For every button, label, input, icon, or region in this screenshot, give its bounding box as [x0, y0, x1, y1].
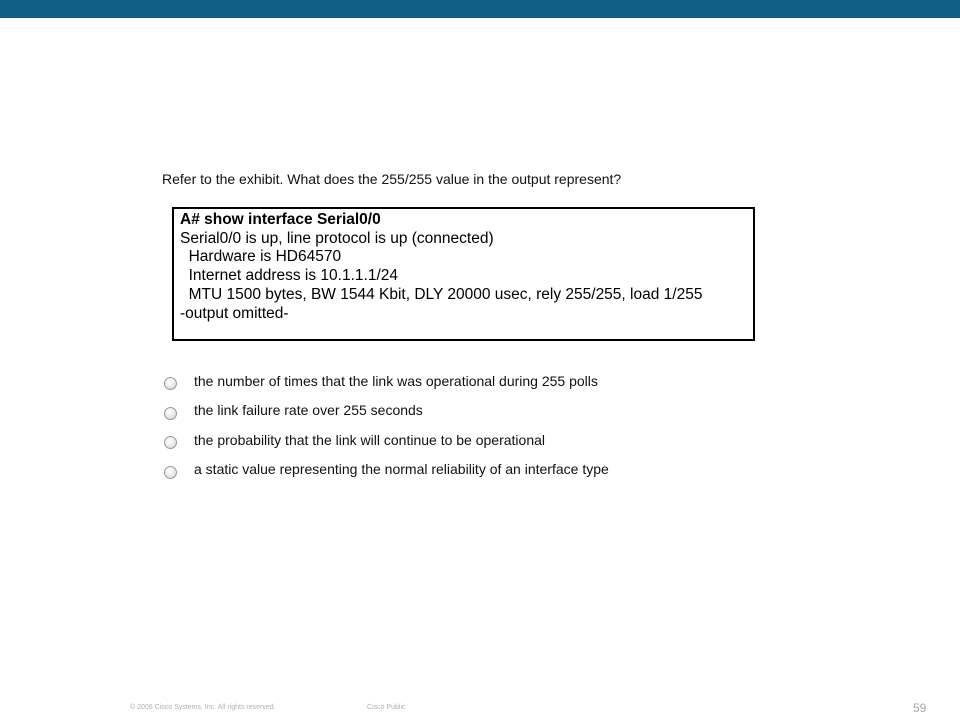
exhibit-line: Hardware is HD64570: [180, 248, 342, 266]
footer-copyright: © 2006 Cisco Systems, Inc. All rights reserved.: [130, 704, 276, 711]
answer-option-1[interactable]: [164, 366, 609, 396]
top-banner-bar: [0, 0, 960, 18]
footer-classification: Cisco Public: [367, 704, 406, 711]
question-text: Refer to the exhibit. What does the 255/255 value in the output represent?: [162, 171, 622, 187]
radio-button[interactable]: [164, 436, 177, 449]
page-number: 59: [913, 701, 927, 715]
answer-option-label: the link failure rate over 255 seconds: [194, 402, 423, 419]
exhibit-line: -output omitted-: [180, 304, 289, 322]
answer-option-2[interactable]: [164, 396, 609, 426]
radio-button[interactable]: [164, 407, 177, 420]
radio-button[interactable]: [164, 377, 177, 390]
answer-options: [164, 366, 609, 484]
exhibit-output-box: [172, 207, 755, 341]
exhibit-line: Internet address is 10.1.1.1/24: [180, 267, 398, 285]
answer-option-3[interactable]: [164, 425, 609, 455]
exhibit-line: MTU 1500 bytes, BW 1544 Kbit, DLY 20000 usec, rely 255/255, load 1/255: [180, 285, 703, 303]
exhibit-line: Serial0/0 is up, line protocol is up (connected): [180, 229, 494, 247]
answer-option-label: the number of times that the link was operational during 255 polls: [194, 372, 598, 389]
exhibit-command: A# show interface Serial0/0: [180, 211, 381, 228]
radio-button[interactable]: [164, 466, 177, 479]
answer-option-label: a static value representing the normal reliability of an interface type: [194, 461, 609, 478]
answer-option-label: the probability that the link will continue to be operational: [194, 431, 545, 448]
answer-option-4[interactable]: [164, 455, 609, 485]
